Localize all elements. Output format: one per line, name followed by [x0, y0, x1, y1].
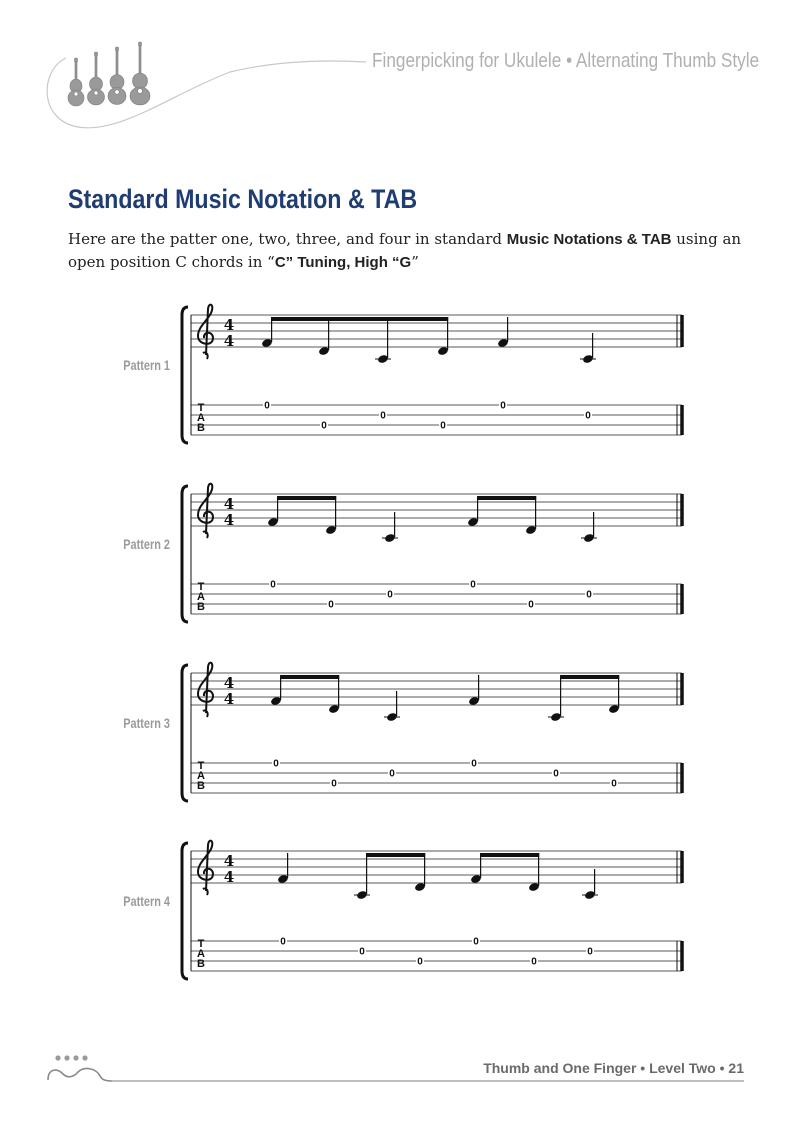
- tab-fret-number: 0: [331, 778, 337, 790]
- tab-fret-number: 0: [264, 400, 270, 412]
- pattern-system: [182, 484, 682, 622]
- tab-fret-number: 0: [611, 778, 617, 790]
- tab-fret-number: 0: [553, 768, 559, 780]
- tab-fret-number: 0: [387, 589, 393, 601]
- pattern-label: Pattern 3: [123, 715, 170, 731]
- time-signature-top: 4: [223, 495, 235, 513]
- tab-clef-letter: B: [197, 780, 205, 792]
- system-bracket: [182, 665, 188, 801]
- time-signature-bottom: 4: [223, 511, 235, 529]
- tab-clef-letter: A: [197, 948, 205, 960]
- time-signature-top: 4: [223, 316, 235, 334]
- intro-text-2: using an open position C chords in “: [68, 230, 742, 271]
- tab-clef-letter: B: [197, 958, 205, 970]
- system-bracket: [182, 843, 188, 979]
- note-beam: [280, 675, 339, 679]
- tab-clef-letter: B: [197, 422, 205, 434]
- pattern-label: Pattern 4: [123, 893, 170, 909]
- tab-clef-letter: T: [197, 760, 205, 772]
- tab-fret-number: 0: [531, 956, 537, 968]
- note-beam: [366, 853, 425, 857]
- treble-clef: [198, 305, 213, 359]
- tab-fret-number: 0: [380, 410, 386, 422]
- pattern-label: Pattern 1: [123, 357, 170, 373]
- note-beam: [560, 675, 619, 679]
- pattern-system: [182, 841, 682, 979]
- tab-clef-letter: A: [197, 770, 205, 782]
- tab-clef-letter: B: [197, 601, 205, 613]
- header-title: Fingerpicking for Ukulele • Alternating Thumb Style: [372, 50, 760, 72]
- tab-fret-number: 0: [473, 936, 479, 948]
- tab-fret-number: 0: [270, 579, 276, 591]
- intro-text-1: Here are the patter one, two, three, and four in standard: [68, 230, 507, 248]
- note-beam: [477, 496, 536, 500]
- intro-text-3: ”: [411, 253, 419, 271]
- tab-clef-letter: A: [197, 412, 205, 424]
- tab-fret-number: 0: [273, 758, 279, 770]
- tab-fret-number: 0: [500, 400, 506, 412]
- time-signature-bottom: 4: [223, 868, 235, 886]
- tab-fret-number: 0: [417, 956, 423, 968]
- tab-clef-letter: T: [197, 581, 205, 593]
- tab-clef-letter: A: [197, 591, 205, 603]
- tab-clef-letter: T: [197, 402, 205, 414]
- pattern-label: Pattern 2: [123, 536, 170, 552]
- pattern-system: [182, 305, 682, 443]
- tab-fret-number: 0: [389, 768, 395, 780]
- tab-fret-number: 0: [528, 599, 534, 611]
- tab-fret-number: 0: [587, 946, 593, 958]
- tab-fret-number: 0: [585, 410, 591, 422]
- tab-clef-letter: T: [197, 938, 205, 950]
- footer-text: Thumb and One Finger • Level Two • 21: [483, 1060, 744, 1076]
- tab-fret-number: 0: [280, 936, 286, 948]
- treble-clef: [198, 484, 213, 538]
- time-signature-bottom: 4: [223, 332, 235, 350]
- system-bracket: [182, 486, 188, 622]
- section-heading: Standard Music Notation & TAB: [68, 184, 418, 214]
- tab-fret-number: 0: [359, 946, 365, 958]
- tab-fret-number: 0: [471, 758, 477, 770]
- treble-clef: [198, 841, 213, 895]
- note-beam: [277, 496, 336, 500]
- intro-bold-2: C” Tuning, High “G: [274, 254, 412, 271]
- system-bracket: [182, 307, 188, 443]
- intro-bold-1: Music Notations & TAB: [506, 231, 672, 248]
- tab-fret-number: 0: [470, 579, 476, 591]
- note-beam: [480, 853, 539, 857]
- time-signature-bottom: 4: [223, 690, 235, 708]
- treble-clef: [198, 663, 213, 717]
- time-signature-top: 4: [223, 674, 235, 692]
- time-signature-top: 4: [223, 852, 235, 870]
- dots-icon: [55, 1055, 87, 1060]
- tab-fret-number: 0: [586, 589, 592, 601]
- pattern-system: [182, 663, 682, 801]
- ukulele-outline-icon: [48, 1069, 112, 1081]
- tab-fret-number: 0: [321, 420, 327, 432]
- tab-fret-number: 0: [328, 599, 334, 611]
- tab-fret-number: 0: [440, 420, 446, 432]
- note-beam: [271, 317, 448, 321]
